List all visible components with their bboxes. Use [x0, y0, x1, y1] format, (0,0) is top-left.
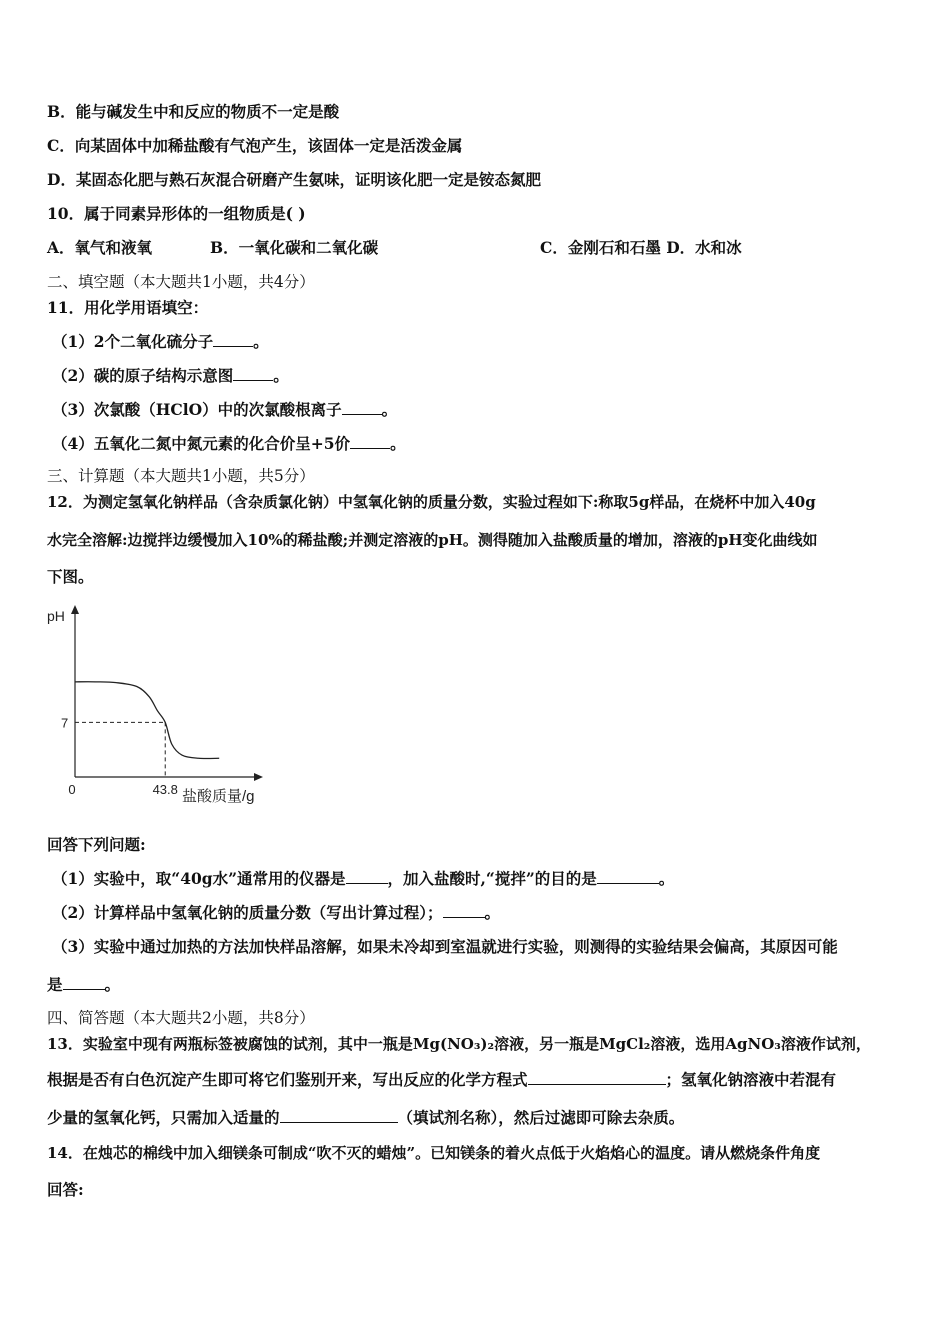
q13-line-2: 根据是否有白色沉淀产生即可将它们鉴别开来，写出反应的化学方程式 ；氢氧化钠溶液中若混有 [47, 1070, 837, 1089]
section-2-heading: 二、填空题（本大题共1小题，共4分） [47, 273, 315, 291]
ph7-tick-label: 7 [61, 715, 69, 731]
answer-intro: 回答下列问题: [47, 835, 146, 854]
ph-curve [75, 682, 219, 759]
answer-blank[interactable] [443, 903, 485, 918]
q12-part-3-line-1: （3）实验中通过加热的方法加快样品溶解，如果未冷却到室温就进行实验，则测得的实验结果会偏高，其原因可能 [52, 937, 838, 956]
answer-blank[interactable] [213, 332, 253, 347]
q12-stem-line-3: 下图。 [47, 567, 94, 586]
q12-part-3-line-2: 是 。 [47, 975, 121, 994]
q10-option-cd: C．金刚石和石墨 D．水和冰 [540, 238, 742, 257]
q10-option-b: B．一氧化碳和二氧化碳 [210, 238, 379, 257]
q12-stem-line-1: 12．为测定氢氧化钠样品（含杂质氯化钠）中氢氧化钠的质量分数，实验过程如下:称取5g样品，在烧杯中加入40g [47, 493, 816, 511]
q10-options [47, 238, 907, 258]
q11-part-4: （4）五氧化二氮中氮元素的化合价呈+5价 。 [52, 434, 406, 453]
y-axis-label: pH [47, 608, 65, 624]
answer-blank[interactable] [528, 1070, 666, 1085]
q13-line-3: 少量的氢氧化钙，只需加入适量的 （填试剂名称），然后过滤即可除去杂质。 [47, 1108, 685, 1127]
q11-part-3: （3）次氯酸（HClO）中的次氯酸根离子 。 [52, 400, 398, 419]
q14-line-2: 回答: [47, 1180, 84, 1199]
section-3-heading: 三、计算题（本大题共1小题，共5分） [47, 467, 315, 485]
answer-blank[interactable] [350, 434, 390, 449]
q9-option-b: B．能与碱发生中和反应的物质不一定是酸 [47, 102, 340, 121]
q10-stem: 10．属于同素异形体的一组物质是( ) [47, 204, 306, 223]
q10-option-a: A．氧气和液氧 [47, 238, 153, 257]
answer-blank[interactable] [233, 366, 273, 381]
q14-line-1: 14．在烛芯的棉线中加入细镁条可制成“吹不灭的蜡烛”。已知镁条的着火点低于火焰焰心的温度。请从燃烧条件角度 [47, 1144, 821, 1162]
y-axis-arrow [71, 605, 79, 614]
q11-stem: 11．用化学用语填空： [47, 298, 209, 317]
answer-blank[interactable] [280, 1108, 398, 1123]
answer-blank[interactable] [342, 400, 382, 415]
q11-part-1: （1）2个二氧化硫分子 。 [52, 332, 269, 351]
x-axis-arrow [254, 773, 263, 781]
q9-option-c: C．向某固体中加稀盐酸有气泡产生，该固体一定是活泼金属 [47, 136, 463, 155]
ph-curve-chart [40, 595, 300, 815]
q13-line-1: 13．实验室中现有两瓶标签被腐蚀的试剂，其中一瓶是Mg(NO₃)₂溶液，另一瓶是MgCl₂溶液，选用AgNO₃溶液作试剂， [47, 1035, 871, 1053]
answer-blank[interactable] [597, 869, 659, 884]
origin-label: 0 [68, 782, 76, 797]
answer-blank[interactable] [346, 869, 388, 884]
q12-stem-line-2: 水完全溶解:边搅拌边缓慢加入10%的稀盐酸;并测定溶液的pH。测得随加入盐酸质量的增加，溶液的pH变化曲线如 [47, 531, 818, 549]
x-axis-label: 盐酸质量/g [182, 788, 255, 805]
q12-part-2: （2）计算样品中氢氧化钠的质量分数（写出计算过程）； 。 [52, 903, 501, 922]
equivalence-tick-label: 43.8 [152, 782, 178, 797]
q9-option-d: D．某固态化肥与熟石灰混合研磨产生氨味，证明该化肥一定是铵态氮肥 [47, 170, 541, 189]
q11-part-2: （2）碳的原子结构示意图 。 [52, 366, 289, 385]
answer-blank[interactable] [63, 975, 105, 990]
q12-part-1: （1）实验中，取“40g水”通常用的仪器是 ，加入盐酸时,“搅拌”的目的是 。 [52, 869, 675, 888]
section-4-heading: 四、简答题（本大题共2小题，共8分） [47, 1009, 315, 1027]
